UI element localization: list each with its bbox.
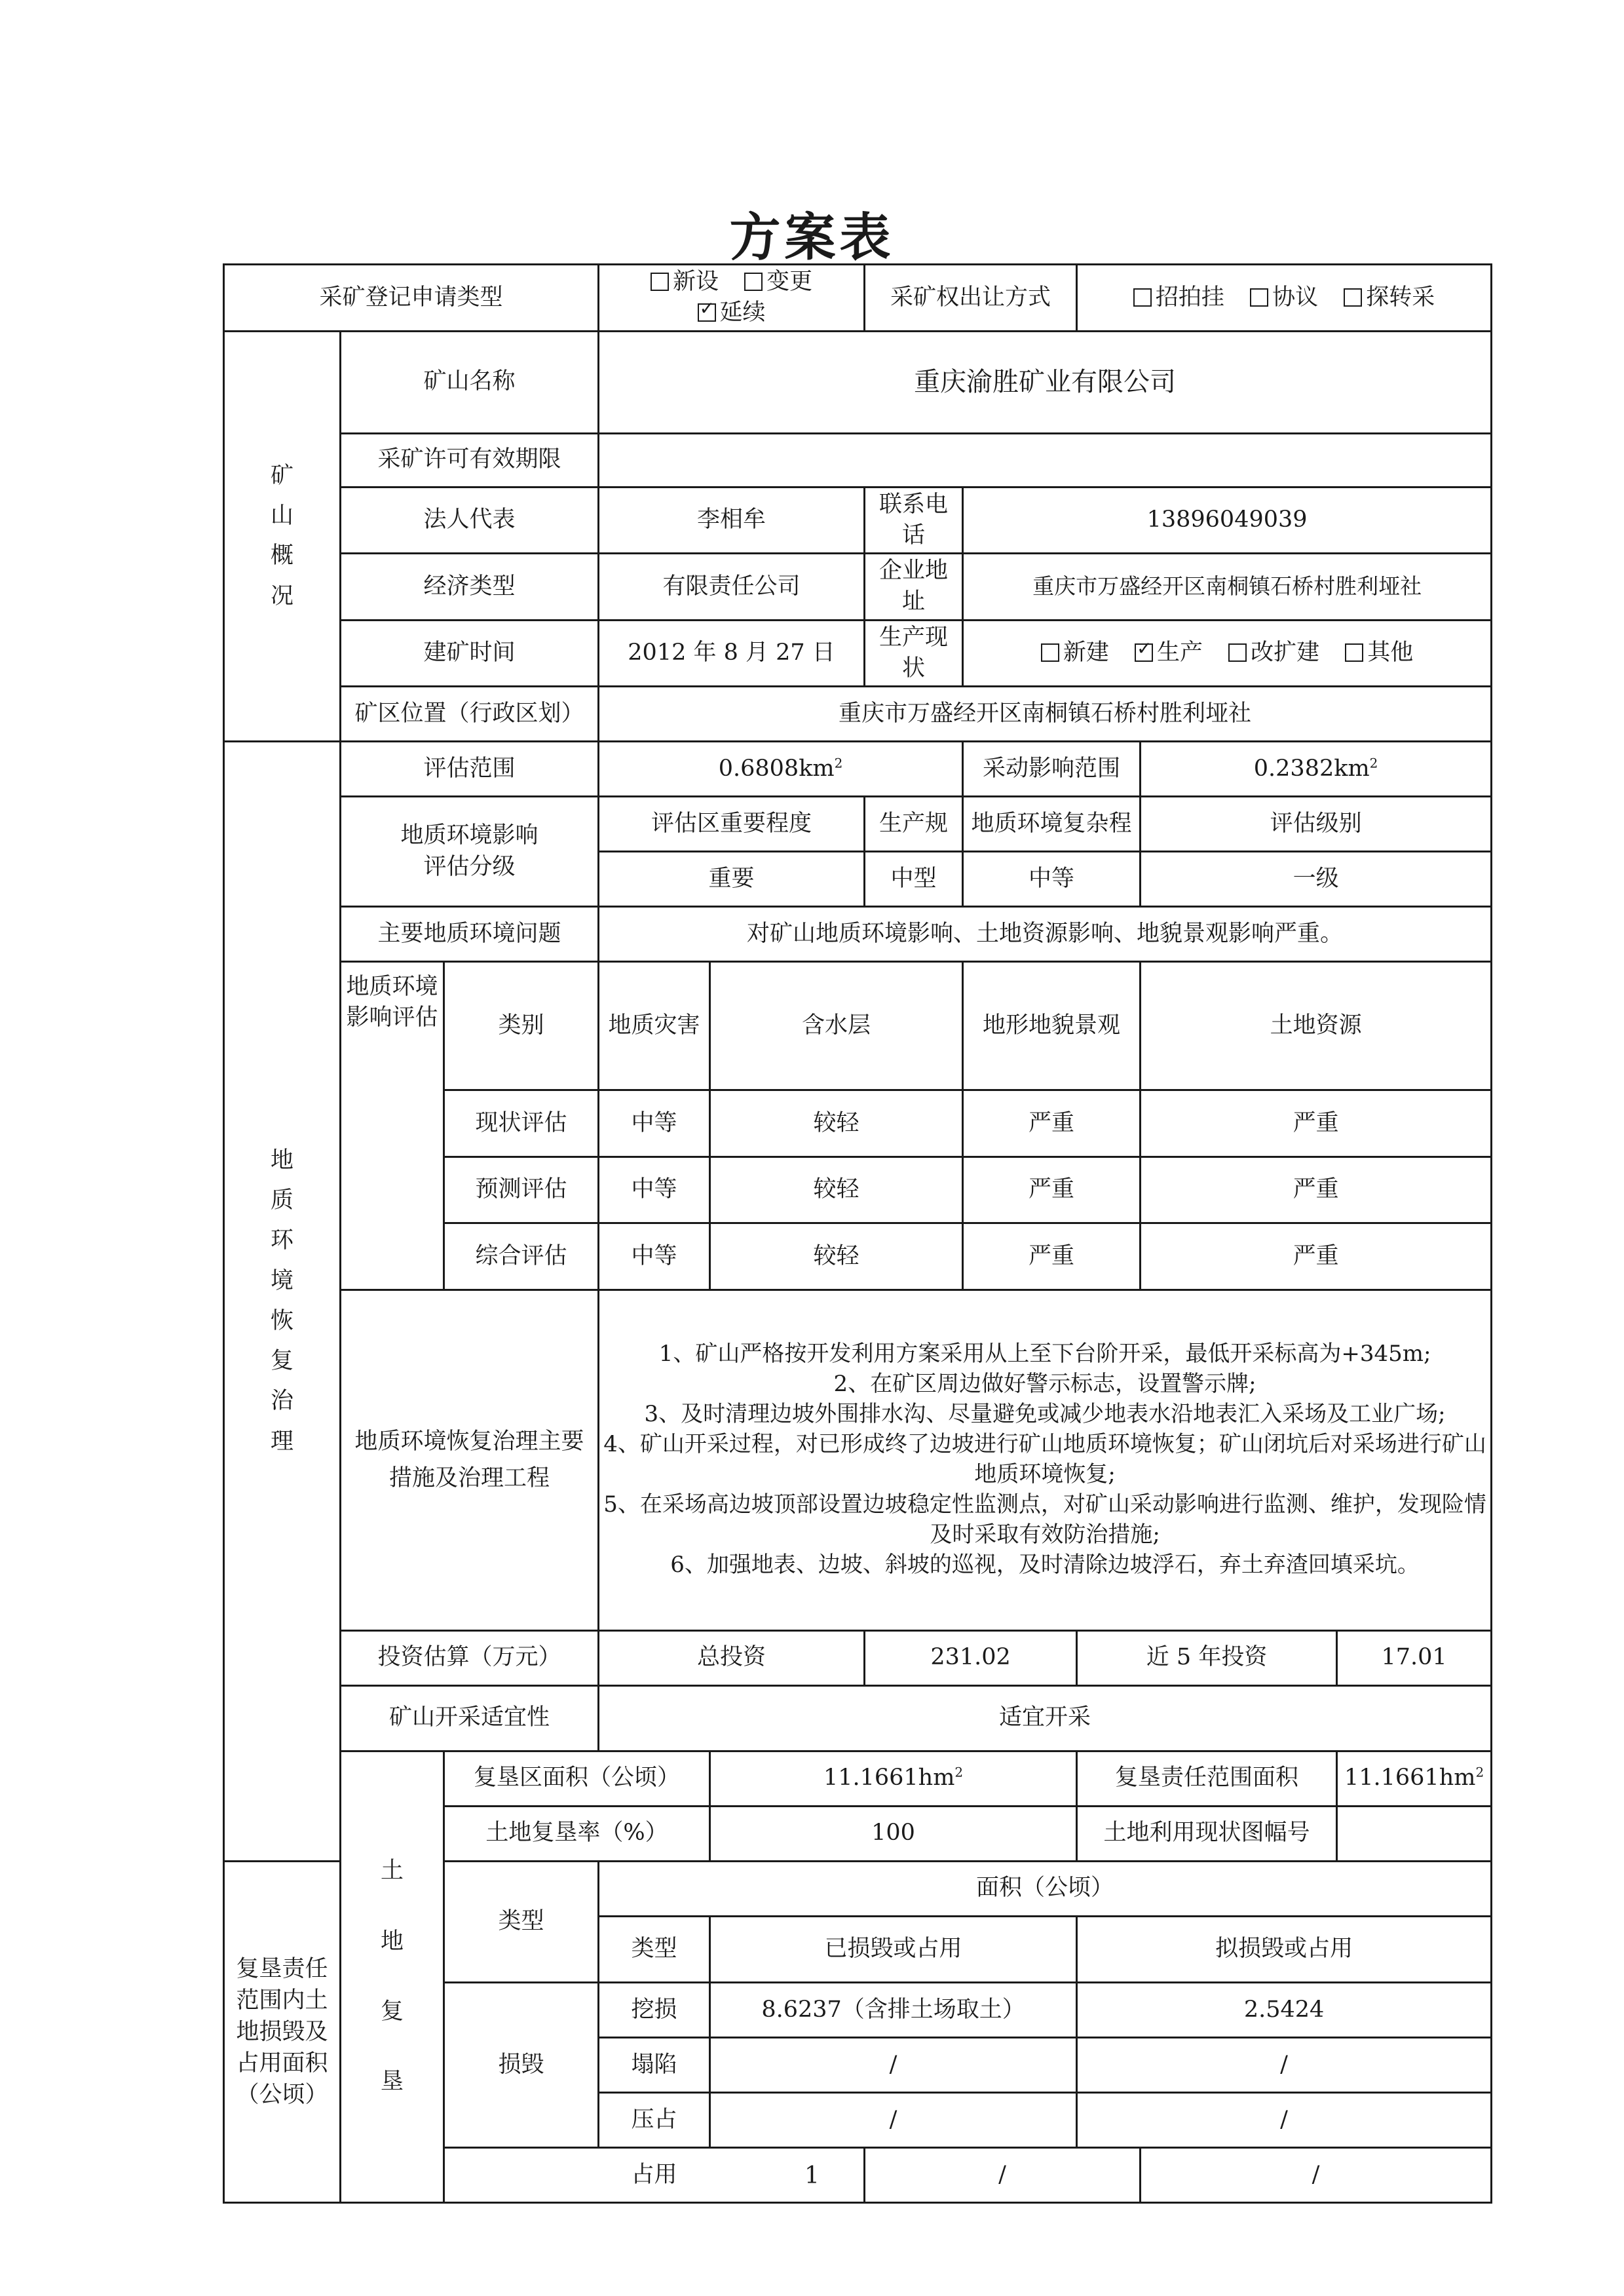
section-land-reclamation: 土 地 复 垦 bbox=[341, 1751, 444, 2203]
plan-table bbox=[223, 263, 1492, 2204]
mine-name-label: 矿山名称 bbox=[341, 331, 599, 433]
grading-value-importance: 重要 bbox=[599, 852, 865, 907]
checkbox-change[interactable] bbox=[744, 273, 763, 291]
impact-header-aquifer: 含水层 bbox=[710, 962, 963, 1090]
damage-row-name: 挖损 bbox=[599, 1983, 710, 2038]
impact-header-hazard: 地质灾害 bbox=[599, 962, 710, 1090]
measure-item: 3、及时清理边坡外围排水沟、尽量避免或减少地表水沿地表汇入采场及工业广场; bbox=[644, 1401, 1446, 1428]
impact-row-name: 综合评估 bbox=[444, 1223, 599, 1290]
impact-cell: 较轻 bbox=[710, 1090, 963, 1157]
page-number: 1 bbox=[804, 2162, 820, 2189]
checkbox-status-new[interactable] bbox=[1041, 643, 1059, 662]
checkbox-auction[interactable] bbox=[1133, 288, 1152, 307]
status-producing[interactable]: ✓ 生产 bbox=[1135, 640, 1203, 666]
option-renew[interactable]: ✓延续 bbox=[698, 299, 766, 326]
grading-value-level: 一级 bbox=[1141, 852, 1492, 907]
grading-label: 地质环境影响 评估分级 bbox=[341, 797, 599, 907]
damage-cell: 8.6237（含排土场取土） bbox=[710, 1983, 1077, 2038]
mining-impact-label: 采动影响范围 bbox=[963, 742, 1141, 797]
recent-investment-value: 17.01 bbox=[1337, 1630, 1492, 1685]
main-issue-label: 主要地质环境问题 bbox=[341, 907, 599, 962]
registration-type-label: 采矿登记申请类型 bbox=[224, 265, 599, 332]
impact-cell: 严重 bbox=[1141, 1157, 1492, 1223]
option-exploration[interactable]: 探转采 bbox=[1344, 284, 1435, 311]
map-sheet-label: 土地利用现状图幅号 bbox=[1077, 1806, 1337, 1861]
sub-header-planned: 拟损毁或占用 bbox=[1077, 1916, 1492, 1983]
address-value: 重庆市万盛经开区南桐镇石桥村胜利垭社 bbox=[963, 554, 1492, 621]
suitability-value: 适宜开采 bbox=[599, 1685, 1492, 1751]
damage-area-label: 复垦责任范围内土地损毁及占用面积（公顷） bbox=[224, 1861, 341, 2203]
build-time-value: 2012 年 8 月 27 日 bbox=[599, 620, 865, 687]
grading-value-scale: 中型 bbox=[865, 852, 963, 907]
mining-impact-value: $0.2382km^2$ bbox=[1141, 742, 1492, 797]
measures-label: 地质环境恢复治理主要措施及治理工程 bbox=[341, 1290, 599, 1630]
occupy-cell: / bbox=[1141, 2148, 1492, 2203]
sub-header-type: 类型 bbox=[599, 1916, 710, 1983]
measure-item: 1、矿山严格按开发利用方案采用从上至下台阶开采，最低开采标高为+345m; bbox=[658, 1341, 1431, 1368]
recent-investment-label: 近 5 年投资 bbox=[1077, 1630, 1337, 1685]
measures-list bbox=[599, 1290, 1492, 1630]
impact-cell: 中等 bbox=[599, 1223, 710, 1290]
occupy-label: 占用 bbox=[444, 2148, 865, 2203]
resp-area-value: $11.1661hm^2$ bbox=[1337, 1751, 1492, 1806]
registration-options bbox=[599, 265, 865, 332]
impact-cell: 严重 bbox=[1141, 1090, 1492, 1157]
build-time-label: 建矿时间 bbox=[341, 620, 599, 687]
investment-label: 投资估算（万元） bbox=[341, 1630, 599, 1685]
suitability-label: 矿山开采适宜性 bbox=[341, 1685, 599, 1751]
option-change[interactable]: 变更 bbox=[744, 269, 812, 295]
damage-cell: / bbox=[1077, 2093, 1492, 2148]
impact-cell: 中等 bbox=[599, 1157, 710, 1223]
transfer-options bbox=[1077, 265, 1492, 332]
reclaim-area-value: $11.1661hm^2$ bbox=[710, 1751, 1077, 1806]
resp-area-label: 复垦责任范围面积 bbox=[1077, 1751, 1337, 1806]
area-header: 面积（公顷） bbox=[599, 1861, 1492, 1916]
measure-item: 4、矿山开采过程，对已形成终了边坡进行矿山地质环境恢复；矿山闭坑后对采场进行矿山地质环境恢复; bbox=[603, 1431, 1486, 1487]
phone-label: 联系电话 bbox=[865, 487, 963, 554]
section-geo-restoration: 地 质 环 境 恢 复 治 理 bbox=[224, 742, 341, 1862]
impact-cell: 严重 bbox=[963, 1090, 1141, 1157]
map-sheet-value bbox=[1337, 1806, 1492, 1861]
damage-cell: / bbox=[1077, 2038, 1492, 2093]
option-new[interactable]: 新设 bbox=[651, 269, 719, 295]
status-expansion[interactable]: 改扩建 bbox=[1228, 640, 1319, 666]
permit-period-label: 采矿许可有效期限 bbox=[341, 433, 599, 487]
reclaim-rate-value: 100 bbox=[710, 1806, 1077, 1861]
legal-rep-label: 法人代表 bbox=[341, 487, 599, 554]
checkbox-status-other[interactable] bbox=[1345, 643, 1363, 662]
option-agreement[interactable]: 协议 bbox=[1250, 284, 1318, 311]
damage-row-name: 压占 bbox=[599, 2093, 710, 2148]
impact-cell: 中等 bbox=[599, 1090, 710, 1157]
total-investment-value: 231.02 bbox=[865, 1630, 1077, 1685]
grading-header-complexity: 地质环境复杂程 bbox=[963, 797, 1141, 852]
damage-row-name: 塌陷 bbox=[599, 2038, 710, 2093]
reclaim-area-label: 复垦区面积（公顷） bbox=[444, 1751, 710, 1806]
reclaim-rate-label: 土地复垦率（%） bbox=[444, 1806, 710, 1861]
impact-cell: 严重 bbox=[963, 1157, 1141, 1223]
checkbox-exploration[interactable] bbox=[1344, 288, 1362, 307]
sub-header-damaged: 已损毁或占用 bbox=[710, 1916, 1077, 1983]
economic-type-label: 经济类型 bbox=[341, 554, 599, 621]
checkbox-status-producing[interactable] bbox=[1135, 643, 1153, 662]
production-status-options bbox=[963, 620, 1492, 687]
location-value: 重庆市万盛经开区南桐镇石桥村胜利垭社 bbox=[599, 687, 1492, 742]
damage-cell: 2.5424 bbox=[1077, 1983, 1492, 2038]
location-label: 矿区位置（行政区划） bbox=[341, 687, 599, 742]
impact-header-landform: 地形地貌景观 bbox=[963, 962, 1141, 1090]
transfer-method-label: 采矿权出让方式 bbox=[865, 265, 1077, 332]
impact-row-name: 现状评估 bbox=[444, 1090, 599, 1157]
registration-row bbox=[224, 265, 1492, 332]
main-issue-value: 对矿山地质环境影响、土地资源影响、地貌景观影响严重。 bbox=[599, 907, 1492, 962]
option-auction[interactable]: 招拍挂 bbox=[1133, 284, 1224, 311]
permit-period-value bbox=[599, 433, 1492, 487]
page-title: 方案表 bbox=[729, 208, 895, 267]
impact-cell: 严重 bbox=[963, 1223, 1141, 1290]
total-investment-label: 总投资 bbox=[599, 1630, 865, 1685]
eval-range-label: 评估范围 bbox=[341, 742, 599, 797]
eval-range-value: $0.6808km^2$ bbox=[599, 742, 963, 797]
section-mine-overview: 矿 山 概 况 bbox=[224, 331, 341, 742]
type-label: 类型 bbox=[444, 1861, 599, 1983]
checkbox-new[interactable] bbox=[651, 273, 669, 291]
grading-header-level: 评估级别 bbox=[1141, 797, 1492, 852]
status-new[interactable]: 新建 bbox=[1041, 640, 1109, 666]
damage-cell: / bbox=[710, 2093, 1077, 2148]
checkbox-renew[interactable] bbox=[698, 303, 716, 322]
measure-item: 6、加强地表、边坡、斜坡的巡视，及时清除边坡浮石，弃土弃渣回填采坑。 bbox=[670, 1551, 1420, 1578]
grading-header-scale: 生产规 bbox=[865, 797, 963, 852]
mine-name-value: 重庆渝胜矿业有限公司 bbox=[599, 331, 1492, 433]
impact-cell: 较轻 bbox=[710, 1223, 963, 1290]
impact-header-land: 土地资源 bbox=[1141, 962, 1492, 1090]
measure-item: 2、在矿区周边做好警示标志，设置警示牌; bbox=[833, 1371, 1256, 1398]
occupy-cell: / bbox=[865, 2148, 1141, 2203]
grading-value-complexity: 中等 bbox=[963, 852, 1141, 907]
damage-group-label: 损毁 bbox=[444, 1983, 599, 2148]
impact-eval-label: 地质环境 影响评估 bbox=[341, 962, 444, 1290]
impact-header-category: 类别 bbox=[444, 962, 599, 1090]
checkbox-agreement[interactable] bbox=[1250, 288, 1268, 307]
impact-cell: 较轻 bbox=[710, 1157, 963, 1223]
status-other[interactable]: 其他 bbox=[1345, 640, 1413, 666]
legal-rep-value: 李相牟 bbox=[599, 487, 865, 554]
grading-header-importance: 评估区重要程度 bbox=[599, 797, 865, 852]
damage-cell: / bbox=[710, 2038, 1077, 2093]
checkbox-status-expansion[interactable] bbox=[1228, 643, 1247, 662]
impact-row-name: 预测评估 bbox=[444, 1157, 599, 1223]
phone-value: 13896049039 bbox=[963, 487, 1492, 554]
impact-cell: 严重 bbox=[1141, 1223, 1492, 1290]
economic-type-value: 有限责任公司 bbox=[599, 554, 865, 621]
address-label: 企业地址 bbox=[865, 554, 963, 621]
measure-item: 5、在采场高边坡顶部设置边坡稳定性监测点，对矿山采动影响进行监测、维护，发现险情及时采取有效防治措施; bbox=[603, 1491, 1486, 1548]
production-status-label: 生产现状 bbox=[865, 620, 963, 687]
